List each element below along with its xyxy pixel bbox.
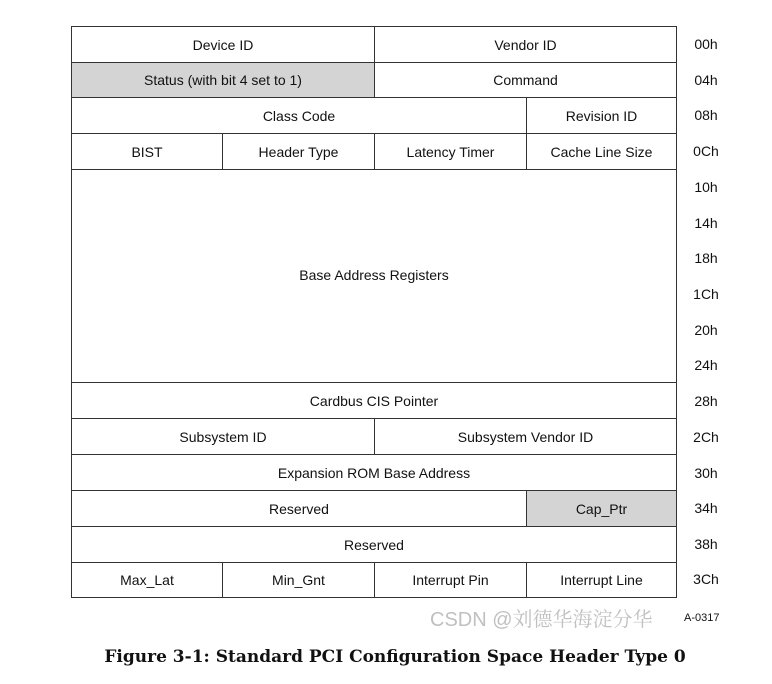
figure-id: A-0317 xyxy=(684,612,720,624)
offset-label: 0Ch xyxy=(693,143,719,159)
field-device-id: Device ID xyxy=(71,26,375,63)
offset-label: 38h xyxy=(694,536,718,552)
field-reserved-34: Reserved xyxy=(71,490,527,527)
field-cap-ptr: Cap_Ptr xyxy=(526,490,677,527)
offset-label: 1Ch xyxy=(693,286,719,302)
watermark: CSDN @刘德华海淀分华 xyxy=(430,609,653,631)
offset-label: 34h xyxy=(694,500,718,516)
offset-label: 28h xyxy=(694,393,718,409)
field-reserved-38: Reserved xyxy=(71,526,677,563)
field-max-lat: Max_Lat xyxy=(71,562,223,598)
offset-label: 24h xyxy=(694,357,718,373)
field-interrupt-line: Interrupt Line xyxy=(526,562,677,598)
field-cache-line-size: Cache Line Size xyxy=(526,133,677,170)
offset-label: 3Ch xyxy=(693,571,719,587)
offset-label: 14h xyxy=(694,215,718,231)
field-header-type: Header Type xyxy=(222,133,375,170)
field-class-code: Class Code xyxy=(71,97,527,134)
offset-label: 30h xyxy=(694,465,718,481)
offset-label: 10h xyxy=(694,179,718,195)
offset-label: 2Ch xyxy=(693,429,719,445)
field-vendor-id: Vendor ID xyxy=(374,26,677,63)
field-interrupt-pin: Interrupt Pin xyxy=(374,562,527,598)
offset-label: 00h xyxy=(694,36,718,52)
field-status: Status (with bit 4 set to 1) xyxy=(71,62,375,98)
bar-label: Base Address Registers xyxy=(299,266,449,283)
field-expansion-rom: Expansion ROM Base Address xyxy=(71,454,677,491)
offset-label: 20h xyxy=(694,322,718,338)
field-min-gnt: Min_Gnt xyxy=(222,562,375,598)
field-latency-timer: Latency Timer xyxy=(374,133,527,170)
field-command: Command xyxy=(374,62,677,98)
offset-label: 08h xyxy=(694,107,718,123)
figure-caption: Figure 3-1: Standard PCI Configuration Space Header Type 0 xyxy=(104,647,686,667)
field-base-address-registers xyxy=(71,169,677,383)
field-cardbus-cis-pointer: Cardbus CIS Pointer xyxy=(71,382,677,419)
field-bist: BIST xyxy=(71,133,223,170)
offset-label: 04h xyxy=(694,72,718,88)
field-subsystem-vendor-id: Subsystem Vendor ID xyxy=(374,418,677,455)
field-revision-id: Revision ID xyxy=(526,97,677,134)
field-subsystem-id: Subsystem ID xyxy=(71,418,375,455)
offset-label: 18h xyxy=(694,250,718,266)
